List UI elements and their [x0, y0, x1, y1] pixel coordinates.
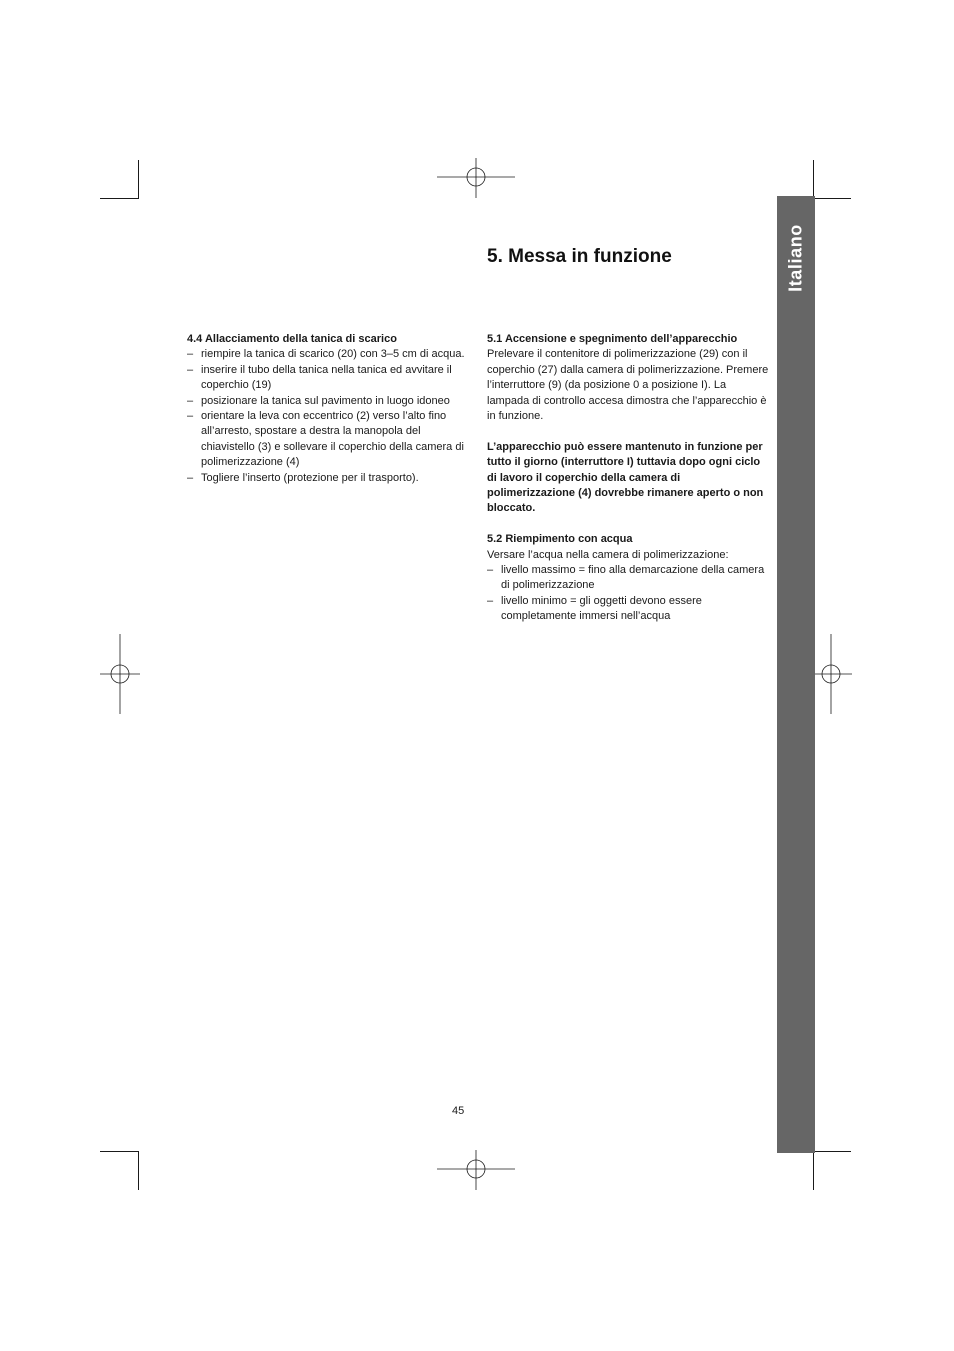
- registration-mark-right: [812, 634, 852, 714]
- list-item: – orientare la leva con eccentrico (2) verso l’alto fino all’arresto, spostare a destra la manopola del chiavistello (3) e sollevare il coperchio della camera di polimerizzazione (4): [187, 409, 469, 471]
- section-bold-note: L’apparecchio può essere mantenuto in funzione per tutto il giorno (interruttore I) tuttavia dopo ogni ciclo di lavoro il coperchio della camera di polimerizzazione (4) dovrebbe rimanere aperto o non bloccato.: [487, 440, 764, 515]
- crop-mark: [813, 1151, 851, 1152]
- registration-mark-left: [100, 634, 140, 714]
- left-column: [187, 332, 469, 486]
- list-item: – posizionare la tanica sul pavimento in luogo idoneo: [187, 394, 469, 409]
- right-column: [487, 332, 769, 625]
- language-tab-label: Italiano: [785, 224, 806, 292]
- crop-mark: [138, 160, 139, 199]
- page-number: 45: [452, 1105, 465, 1117]
- instruction-list: [187, 347, 469, 486]
- crop-mark: [100, 198, 139, 199]
- crop-mark: [138, 1151, 139, 1190]
- section-intro-text: Versare l’acqua nella camera di polimerizzazione:: [487, 548, 729, 561]
- crop-mark: [813, 1151, 814, 1190]
- section-heading-4-4: 4.4 Allacciamento della tanica di scarico: [187, 333, 397, 345]
- list-item: – riempire la tanica di scarico (20) con 3–5 cm di acqua.: [187, 347, 469, 362]
- section-heading-5-2: 5.2 Riempimento con acqua: [487, 533, 633, 546]
- list-item: – livello minimo = gli oggetti devono essere completamente immersi nell’acqua: [487, 594, 769, 625]
- registration-mark-bottom: [437, 1150, 517, 1192]
- registration-mark-top: [437, 158, 517, 198]
- page-title: 5. Messa in funzione: [487, 246, 672, 267]
- list-item: – livello massimo = fino alla demarcazione della camera di polimerizzazione: [487, 563, 769, 594]
- crop-mark: [813, 160, 814, 199]
- section-heading-5-1: 5.1 Accensione e spegnimento dell’apparecchio: [487, 333, 738, 345]
- section-body-text: Prelevare il contenitore di polimerizzazione (29) con il coperchio (27) dalla camera di polimerizzazione. Premere l’interruttore (9) (da posizione 0 a posizione I). La lampada di controllo accesa dimostra che l’apparecchio è in funzione.: [487, 348, 769, 423]
- water-level-list: [487, 563, 769, 625]
- crop-mark: [100, 1151, 139, 1152]
- crop-mark: [813, 198, 851, 199]
- language-side-tab: [777, 196, 815, 1153]
- list-item: – inserire il tubo della tanica nella tanica ed avvitare il coperchio (19): [187, 363, 469, 394]
- list-item: – Togliere l’inserto (protezione per il trasporto).: [187, 471, 469, 486]
